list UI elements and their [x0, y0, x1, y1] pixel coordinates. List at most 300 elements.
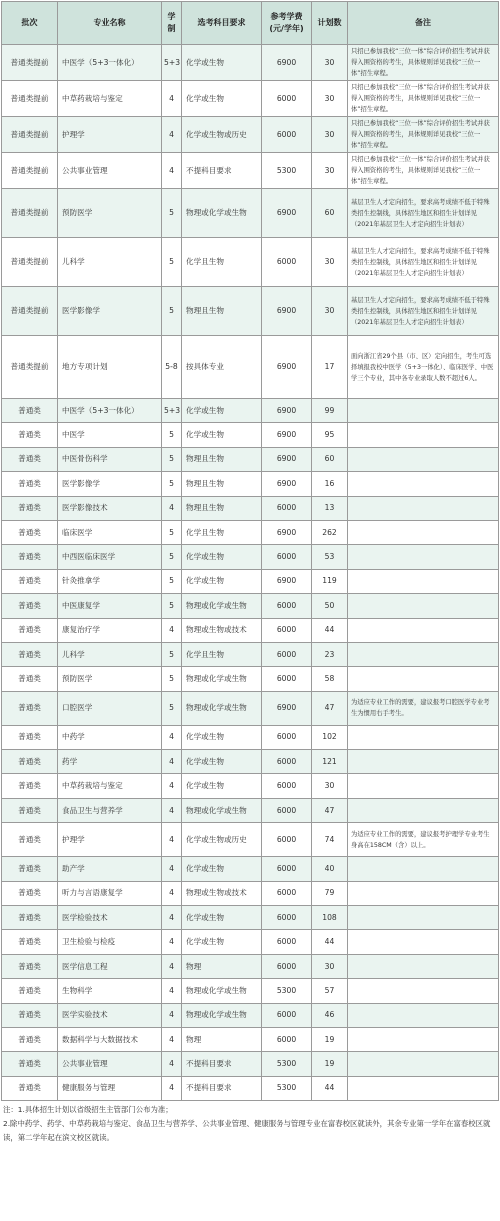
cell-plan: 30	[312, 117, 348, 153]
enrollment-plan-table	[1, 1, 499, 1101]
table-row	[2, 930, 499, 954]
cell-plan: 13	[312, 496, 348, 520]
cell-plan: 102	[312, 725, 348, 749]
cell-plan: 60	[312, 189, 348, 238]
cell-batch: 普通类提前	[2, 287, 58, 336]
cell-note	[348, 569, 499, 593]
table-row	[2, 642, 499, 666]
cell-subjects: 不提科目要求	[182, 1076, 262, 1100]
cell-years: 4	[162, 930, 182, 954]
cell-note: 只招已参加我校“三位一体”综合评价招生考试并获得入围资格的考生，具体规则详见我校“三位一体”招生章程。	[348, 117, 499, 153]
cell-note: 为适应专业工作的需要，建议报考护理学专业考生身高在158CM（含）以上。	[348, 823, 499, 857]
cell-batch: 普通类	[2, 545, 58, 569]
cell-plan: 95	[312, 423, 348, 447]
cell-major: 中医学	[58, 423, 162, 447]
cell-note	[348, 423, 499, 447]
table-row	[2, 569, 499, 593]
cell-plan: 30	[312, 45, 348, 81]
cell-major: 中医学（5+3一体化）	[58, 399, 162, 423]
cell-subjects: 物理或化学或生物	[182, 691, 262, 725]
table-row	[2, 750, 499, 774]
cell-fee: 6900	[262, 45, 312, 81]
cell-fee: 6900	[262, 423, 312, 447]
cell-years: 4	[162, 153, 182, 189]
cell-batch: 普通类	[2, 691, 58, 725]
cell-subjects: 化学或生物	[182, 545, 262, 569]
cell-fee: 6000	[262, 725, 312, 749]
table-row	[2, 857, 499, 881]
table-row	[2, 153, 499, 189]
cell-major: 中草药栽培与鉴定	[58, 81, 162, 117]
cell-years: 5	[162, 287, 182, 336]
cell-fee: 6000	[262, 496, 312, 520]
cell-fee: 6900	[262, 520, 312, 544]
cell-fee: 6000	[262, 642, 312, 666]
cell-years: 4	[162, 750, 182, 774]
cell-major: 护理学	[58, 117, 162, 153]
table-row	[2, 1076, 499, 1100]
cell-batch: 普通类	[2, 667, 58, 691]
cell-years: 4	[162, 81, 182, 117]
cell-fee: 6000	[262, 857, 312, 881]
table-row	[2, 618, 499, 642]
cell-note	[348, 857, 499, 881]
cell-plan: 44	[312, 618, 348, 642]
cell-years: 4	[162, 1076, 182, 1100]
table-row	[2, 881, 499, 905]
cell-major: 医学检验技术	[58, 906, 162, 930]
cell-note	[348, 496, 499, 520]
cell-plan: 30	[312, 81, 348, 117]
cell-major: 医学影像学	[58, 472, 162, 496]
cell-years: 5	[162, 642, 182, 666]
cell-major: 医学影像技术	[58, 496, 162, 520]
table-row	[2, 1052, 499, 1076]
cell-major: 药学	[58, 750, 162, 774]
cell-note	[348, 1027, 499, 1051]
cell-years: 5-8	[162, 336, 182, 399]
cell-batch: 普通类提前	[2, 117, 58, 153]
footnote-2: 2.除中药学、药学、中草药栽培与鉴定、食品卫生与营养学、公共事业管理、健康服务与管理专业在富春校区就读外，其余专业第一学年在富春校区就读，第二学年起在滨文校区就读。	[3, 1119, 491, 1143]
cell-plan: 17	[312, 336, 348, 399]
cell-fee: 5300	[262, 1052, 312, 1076]
cell-years: 5+3	[162, 45, 182, 81]
cell-plan: 108	[312, 906, 348, 930]
cell-plan: 99	[312, 399, 348, 423]
header-row	[2, 2, 499, 45]
cell-plan: 30	[312, 287, 348, 336]
table-body	[2, 45, 499, 1101]
cell-plan: 46	[312, 1003, 348, 1027]
cell-batch: 普通类	[2, 423, 58, 447]
cell-batch: 普通类提前	[2, 189, 58, 238]
cell-plan: 79	[312, 881, 348, 905]
cell-years: 5	[162, 238, 182, 287]
cell-note: 基层卫生人才定向招生，要求高考成绩不低于特殊类招生控制线，具体招生地区和招生计划详见（2021年基层卫生人才定向招生计划表）	[348, 189, 499, 238]
cell-years: 4	[162, 979, 182, 1003]
cell-fee: 6000	[262, 667, 312, 691]
cell-note	[348, 750, 499, 774]
cell-batch: 普通类提前	[2, 153, 58, 189]
table-row	[2, 691, 499, 725]
cell-years: 5	[162, 667, 182, 691]
cell-major: 听力与言语康复学	[58, 881, 162, 905]
cell-major: 公共事业管理	[58, 1052, 162, 1076]
cell-major: 中西医临床医学	[58, 545, 162, 569]
cell-batch: 普通类	[2, 857, 58, 881]
cell-note: 只招已参加我校“三位一体”综合评价招生考试并获得入围资格的考生，具体规则详见我校“三位一体”招生章程。	[348, 45, 499, 81]
cell-major: 儿科学	[58, 642, 162, 666]
cell-batch: 普通类	[2, 798, 58, 822]
cell-subjects: 物理或化学或生物	[182, 1003, 262, 1027]
cell-batch: 普通类	[2, 1076, 58, 1100]
cell-batch: 普通类	[2, 1052, 58, 1076]
cell-plan: 19	[312, 1027, 348, 1051]
cell-subjects: 物理或化学或生物	[182, 667, 262, 691]
cell-fee: 6900	[262, 399, 312, 423]
cell-subjects: 化学或生物或历史	[182, 823, 262, 857]
table-row	[2, 336, 499, 399]
cell-note	[348, 979, 499, 1003]
cell-batch: 普通类	[2, 618, 58, 642]
table-row	[2, 979, 499, 1003]
footnote-1: 注：1.具体招生计划以省级招生主管部门公布为准；	[3, 1105, 173, 1115]
cell-major: 医学信息工程	[58, 954, 162, 978]
header-note: 备注	[348, 2, 499, 45]
cell-fee: 6000	[262, 1027, 312, 1051]
cell-note	[348, 642, 499, 666]
cell-fee: 6000	[262, 81, 312, 117]
cell-subjects: 物理或化学或生物	[182, 189, 262, 238]
cell-years: 5	[162, 189, 182, 238]
table-row	[2, 287, 499, 336]
cell-batch: 普通类提前	[2, 336, 58, 399]
cell-years: 4	[162, 117, 182, 153]
cell-subjects: 化学且生物	[182, 520, 262, 544]
cell-plan: 60	[312, 447, 348, 471]
cell-plan: 53	[312, 545, 348, 569]
cell-plan: 57	[312, 979, 348, 1003]
cell-major: 健康服务与管理	[58, 1076, 162, 1100]
cell-batch: 普通类	[2, 979, 58, 1003]
cell-major: 中草药栽培与鉴定	[58, 774, 162, 798]
table-row	[2, 798, 499, 822]
cell-years: 5	[162, 594, 182, 618]
table-row	[2, 1027, 499, 1051]
cell-note: 基层卫生人才定向招生，要求高考成绩不低于特殊类招生控制线，具体招生地区和招生计划详见（2021年基层卫生人才定向招生计划表）	[348, 238, 499, 287]
cell-note: 为适应专业工作的需要，建议报考口腔医学专业考生为惯用右手考生。	[348, 691, 499, 725]
table-row	[2, 774, 499, 798]
cell-plan: 23	[312, 642, 348, 666]
cell-major: 公共事业管理	[58, 153, 162, 189]
cell-note: 只招已参加我校“三位一体”综合评价招生考试并获得入围资格的考生，具体规则详见我校“三位一体”招生章程。	[348, 153, 499, 189]
cell-major: 针灸推拿学	[58, 569, 162, 593]
cell-note	[348, 1052, 499, 1076]
table-row	[2, 238, 499, 287]
cell-subjects: 物理	[182, 954, 262, 978]
cell-plan: 119	[312, 569, 348, 593]
cell-plan: 50	[312, 594, 348, 618]
table-row	[2, 1003, 499, 1027]
cell-fee: 6000	[262, 798, 312, 822]
cell-note	[348, 881, 499, 905]
table-row	[2, 399, 499, 423]
cell-subjects: 化学或生物	[182, 423, 262, 447]
cell-major: 中药学	[58, 725, 162, 749]
cell-fee: 5300	[262, 153, 312, 189]
cell-major: 地方专项计划	[58, 336, 162, 399]
cell-major: 医学影像学	[58, 287, 162, 336]
cell-fee: 5300	[262, 1076, 312, 1100]
cell-note	[348, 594, 499, 618]
cell-batch: 普通类	[2, 520, 58, 544]
cell-subjects: 化学或生物	[182, 81, 262, 117]
cell-years: 5	[162, 569, 182, 593]
table-row	[2, 189, 499, 238]
cell-fee: 6000	[262, 594, 312, 618]
cell-major: 口腔医学	[58, 691, 162, 725]
cell-subjects: 化学或生物	[182, 930, 262, 954]
cell-note	[348, 774, 499, 798]
cell-note: 只招已参加我校“三位一体”综合评价招生考试并获得入围资格的考生，具体规则详见我校“三位一体”招生章程。	[348, 81, 499, 117]
table-row	[2, 545, 499, 569]
table-row	[2, 667, 499, 691]
cell-years: 5+3	[162, 399, 182, 423]
cell-fee: 6000	[262, 930, 312, 954]
cell-fee: 6000	[262, 750, 312, 774]
cell-subjects: 物理且生物	[182, 287, 262, 336]
cell-subjects: 化学或生物	[182, 750, 262, 774]
cell-note	[348, 906, 499, 930]
cell-fee: 6000	[262, 238, 312, 287]
table-row	[2, 472, 499, 496]
cell-major: 中医学（5+3一体化）	[58, 45, 162, 81]
cell-note	[348, 520, 499, 544]
cell-subjects: 物理	[182, 1027, 262, 1051]
cell-years: 4	[162, 774, 182, 798]
cell-subjects: 化学或生物	[182, 399, 262, 423]
cell-batch: 普通类	[2, 750, 58, 774]
cell-batch: 普通类	[2, 1003, 58, 1027]
cell-subjects: 化学且生物	[182, 238, 262, 287]
cell-batch: 普通类	[2, 954, 58, 978]
cell-subjects: 化学或生物	[182, 774, 262, 798]
table-row	[2, 954, 499, 978]
cell-subjects: 物理或化学或生物	[182, 979, 262, 1003]
header-fee: 参考学费(元/学年)	[262, 2, 312, 45]
cell-subjects: 物理或化学或生物	[182, 594, 262, 618]
cell-subjects: 物理且生物	[182, 496, 262, 520]
cell-plan: 121	[312, 750, 348, 774]
cell-batch: 普通类	[2, 930, 58, 954]
header-major: 专业名称	[58, 2, 162, 45]
cell-years: 5	[162, 423, 182, 447]
cell-major: 中医康复学	[58, 594, 162, 618]
cell-plan: 44	[312, 1076, 348, 1100]
cell-years: 4	[162, 618, 182, 642]
table-row	[2, 906, 499, 930]
cell-note: 基层卫生人才定向招生，要求高考成绩不低于特殊类招生控制线，具体招生地区和招生计划详见（2021年基层卫生人才定向招生计划表）	[348, 287, 499, 336]
cell-note	[348, 1003, 499, 1027]
cell-fee: 6000	[262, 618, 312, 642]
cell-years: 5	[162, 520, 182, 544]
cell-fee: 6900	[262, 691, 312, 725]
cell-batch: 普通类提前	[2, 81, 58, 117]
cell-fee: 6000	[262, 117, 312, 153]
table-row	[2, 496, 499, 520]
cell-years: 4	[162, 1052, 182, 1076]
cell-batch: 普通类	[2, 569, 58, 593]
cell-fee: 6000	[262, 545, 312, 569]
cell-note	[348, 1076, 499, 1100]
cell-subjects: 物理且生物	[182, 447, 262, 471]
table-header	[2, 2, 499, 45]
table-row	[2, 45, 499, 81]
cell-note	[348, 472, 499, 496]
cell-years: 5	[162, 691, 182, 725]
page	[0, 1, 500, 1145]
cell-years: 4	[162, 496, 182, 520]
cell-major: 中医骨伤科学	[58, 447, 162, 471]
cell-batch: 普通类	[2, 774, 58, 798]
cell-plan: 19	[312, 1052, 348, 1076]
cell-plan: 30	[312, 238, 348, 287]
cell-subjects: 化学或生物或历史	[182, 117, 262, 153]
cell-fee: 6000	[262, 906, 312, 930]
cell-note	[348, 545, 499, 569]
cell-years: 5	[162, 545, 182, 569]
cell-plan: 262	[312, 520, 348, 544]
cell-years: 4	[162, 725, 182, 749]
cell-batch: 普通类	[2, 906, 58, 930]
cell-note	[348, 930, 499, 954]
cell-subjects: 化学且生物	[182, 642, 262, 666]
table-row	[2, 520, 499, 544]
cell-note	[348, 399, 499, 423]
cell-years: 4	[162, 798, 182, 822]
cell-batch: 普通类	[2, 823, 58, 857]
cell-plan: 47	[312, 691, 348, 725]
cell-major: 食品卫生与营养学	[58, 798, 162, 822]
cell-major: 医学实验技术	[58, 1003, 162, 1027]
cell-fee: 6900	[262, 287, 312, 336]
table-row	[2, 725, 499, 749]
cell-fee: 5300	[262, 979, 312, 1003]
cell-fee: 6000	[262, 823, 312, 857]
cell-plan: 74	[312, 823, 348, 857]
cell-plan: 30	[312, 153, 348, 189]
cell-subjects: 化学或生物	[182, 725, 262, 749]
cell-subjects: 化学或生物	[182, 906, 262, 930]
cell-batch: 普通类	[2, 447, 58, 471]
cell-fee: 6900	[262, 189, 312, 238]
cell-batch: 普通类	[2, 725, 58, 749]
cell-fee: 6000	[262, 1003, 312, 1027]
cell-note	[348, 725, 499, 749]
cell-fee: 6000	[262, 881, 312, 905]
header-batch: 批次	[2, 2, 58, 45]
cell-note	[348, 447, 499, 471]
header-plan: 计划数	[312, 2, 348, 45]
cell-batch: 普通类提前	[2, 45, 58, 81]
header-years: 学制	[162, 2, 182, 45]
cell-batch: 普通类	[2, 1027, 58, 1051]
cell-major: 预防医学	[58, 189, 162, 238]
cell-subjects: 化学或生物	[182, 857, 262, 881]
cell-subjects: 物理或化学或生物	[182, 798, 262, 822]
cell-fee: 6900	[262, 569, 312, 593]
table-row	[2, 447, 499, 471]
table-row	[2, 423, 499, 447]
cell-years: 4	[162, 857, 182, 881]
cell-batch: 普通类	[2, 642, 58, 666]
cell-fee: 6900	[262, 336, 312, 399]
cell-major: 生物科学	[58, 979, 162, 1003]
cell-note	[348, 954, 499, 978]
cell-batch: 普通类	[2, 496, 58, 520]
cell-batch: 普通类	[2, 399, 58, 423]
header-subjects: 选考科目要求	[182, 2, 262, 45]
cell-batch: 普通类	[2, 594, 58, 618]
table-row	[2, 81, 499, 117]
cell-note	[348, 618, 499, 642]
cell-major: 儿科学	[58, 238, 162, 287]
cell-major: 助产学	[58, 857, 162, 881]
cell-batch: 普通类	[2, 472, 58, 496]
cell-major: 护理学	[58, 823, 162, 857]
cell-fee: 6000	[262, 774, 312, 798]
cell-major: 临床医学	[58, 520, 162, 544]
cell-subjects: 物理且生物	[182, 472, 262, 496]
cell-years: 5	[162, 447, 182, 471]
table-row	[2, 117, 499, 153]
cell-major: 数据科学与大数据技术	[58, 1027, 162, 1051]
cell-years: 5	[162, 472, 182, 496]
cell-plan: 58	[312, 667, 348, 691]
cell-fee: 6000	[262, 954, 312, 978]
cell-subjects: 物理或生物或技术	[182, 618, 262, 642]
cell-major: 卫生检验与检疫	[58, 930, 162, 954]
cell-major: 预防医学	[58, 667, 162, 691]
cell-subjects: 按具体专业	[182, 336, 262, 399]
table-row	[2, 823, 499, 857]
cell-note: 面向浙江省29个县（市、区）定向招生，考生可选择填报我校中医学（5+3一体化）、临床医学、中医学三个专业，其中各专业录取人数不超过6人。	[348, 336, 499, 399]
cell-fee: 6900	[262, 447, 312, 471]
cell-plan: 30	[312, 954, 348, 978]
cell-note	[348, 798, 499, 822]
cell-plan: 44	[312, 930, 348, 954]
cell-major: 康复治疗学	[58, 618, 162, 642]
cell-note	[348, 667, 499, 691]
cell-fee: 6900	[262, 472, 312, 496]
cell-plan: 47	[312, 798, 348, 822]
cell-plan: 30	[312, 774, 348, 798]
cell-batch: 普通类	[2, 881, 58, 905]
cell-subjects: 化学或生物	[182, 569, 262, 593]
cell-years: 4	[162, 881, 182, 905]
cell-years: 4	[162, 1027, 182, 1051]
cell-years: 4	[162, 954, 182, 978]
cell-plan: 16	[312, 472, 348, 496]
cell-subjects: 不提科目要求	[182, 153, 262, 189]
cell-years: 4	[162, 906, 182, 930]
cell-subjects: 化学或生物	[182, 45, 262, 81]
table-row	[2, 594, 499, 618]
cell-subjects: 不提科目要求	[182, 1052, 262, 1076]
cell-batch: 普通类提前	[2, 238, 58, 287]
cell-years: 4	[162, 823, 182, 857]
cell-plan: 40	[312, 857, 348, 881]
